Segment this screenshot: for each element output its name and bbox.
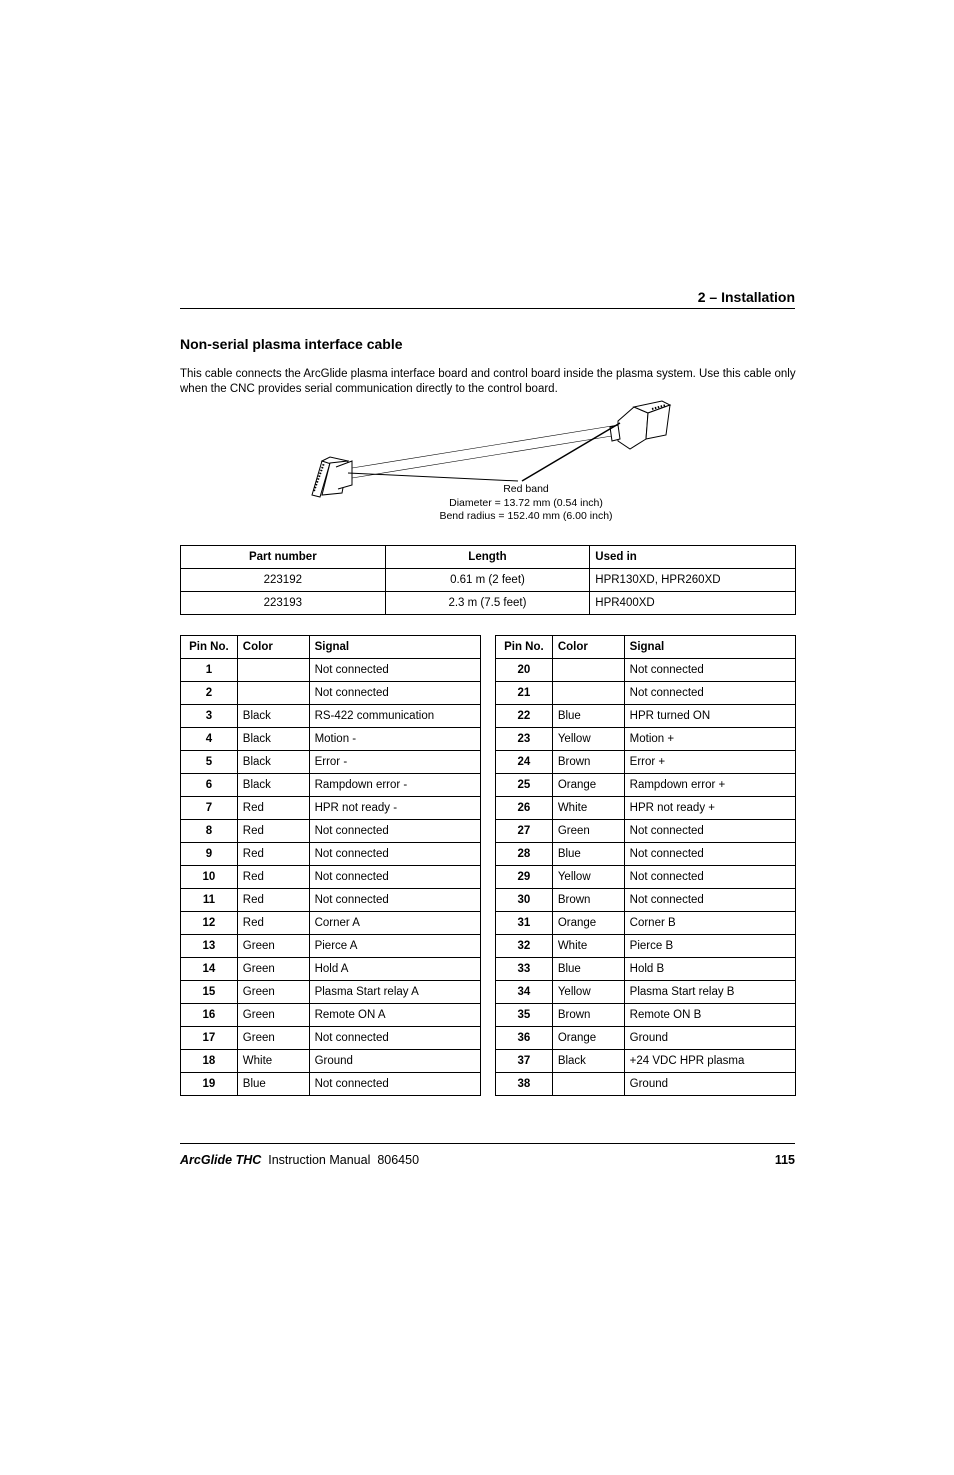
part-number-cell: 223193: [181, 592, 386, 615]
length-cell: 2.3 m (7.5 feet): [385, 592, 590, 615]
pin-number-cell: 21: [496, 682, 553, 705]
header-length: Length: [385, 546, 590, 569]
pin-number-cell: 35: [496, 1004, 553, 1027]
table-header-row: [181, 546, 796, 569]
signal-cell: Not connected: [309, 866, 480, 889]
signal-cell: Rampdown error +: [624, 774, 795, 797]
pin-number-cell: 25: [496, 774, 553, 797]
pin-number-cell: 15: [181, 981, 238, 1004]
color-cell: Yellow: [552, 981, 624, 1004]
color-cell: Blue: [237, 1073, 309, 1096]
footer-manual: Instruction Manual: [268, 1153, 371, 1167]
color-cell: Red: [237, 843, 309, 866]
color-cell: Yellow: [552, 866, 624, 889]
color-cell: [552, 659, 624, 682]
footer-brand: ArcGlide THC: [180, 1153, 262, 1167]
color-cell: Black: [237, 774, 309, 797]
signal-cell: Not connected: [309, 682, 480, 705]
length-cell: 0.61 m (2 feet): [385, 569, 590, 592]
pin-number-cell: 7: [181, 797, 238, 820]
pin-number-cell: 38: [496, 1073, 553, 1096]
header-signal: Signal: [309, 636, 480, 659]
signal-cell: HPR not ready -: [309, 797, 480, 820]
footer-rule: [180, 1143, 795, 1144]
color-cell: Orange: [552, 774, 624, 797]
color-cell: Brown: [552, 1004, 624, 1027]
pin-number-cell: 29: [496, 866, 553, 889]
pin-table-left: [180, 635, 481, 1096]
signal-cell: Not connected: [309, 1027, 480, 1050]
pin-number-cell: 19: [181, 1073, 238, 1096]
table-row: [496, 705, 796, 728]
color-cell: Black: [237, 728, 309, 751]
pin-number-cell: 2: [181, 682, 238, 705]
color-cell: Green: [237, 935, 309, 958]
table-header-row: [496, 636, 796, 659]
table-row: [496, 866, 796, 889]
signal-cell: Ground: [624, 1027, 795, 1050]
pin-number-cell: 4: [181, 728, 238, 751]
pin-number-cell: 34: [496, 981, 553, 1004]
signal-cell: Ground: [309, 1050, 480, 1073]
signal-cell: Pierce A: [309, 935, 480, 958]
signal-cell: Not connected: [624, 866, 795, 889]
table-row: [181, 1073, 481, 1096]
color-cell: Yellow: [552, 728, 624, 751]
table-row: [181, 1004, 481, 1027]
header-pin-no: Pin No.: [496, 636, 553, 659]
table-row: [181, 1027, 481, 1050]
table-row: [181, 843, 481, 866]
table-header-row: [181, 636, 481, 659]
pin-number-cell: 8: [181, 820, 238, 843]
header-color: Color: [552, 636, 624, 659]
intro-paragraph: This cable connects the ArcGlide plasma interface board and control board inside the plasma system. Use this cable only when the CNC provides serial communication directly to the control board.: [180, 368, 796, 395]
signal-cell: Not connected: [624, 682, 795, 705]
pin-number-cell: 3: [181, 705, 238, 728]
signal-cell: Not connected: [309, 1073, 480, 1096]
signal-cell: Corner B: [624, 912, 795, 935]
table-row: [181, 958, 481, 981]
table-row: [181, 912, 481, 935]
footer-doc-number: 806450: [377, 1153, 420, 1167]
header-pin-no: Pin No.: [181, 636, 238, 659]
table-row: [496, 1073, 796, 1096]
parts-table: [180, 545, 796, 615]
pin-number-cell: 13: [181, 935, 238, 958]
diagram-label-red-band: Red band: [503, 483, 549, 495]
pin-number-cell: 11: [181, 889, 238, 912]
signal-cell: Not connected: [309, 843, 480, 866]
table-row: [181, 682, 481, 705]
pin-number-cell: 36: [496, 1027, 553, 1050]
table-row: [496, 820, 796, 843]
signal-cell: Remote ON A: [309, 1004, 480, 1027]
table-row: [496, 1050, 796, 1073]
color-cell: [237, 659, 309, 682]
signal-cell: Motion +: [624, 728, 795, 751]
table-row: [496, 751, 796, 774]
diagram-label-bend-radius: Bend radius = 152.40 mm (6.00 inch): [439, 510, 613, 522]
color-cell: Red: [237, 820, 309, 843]
table-row: [181, 1050, 481, 1073]
color-cell: Black: [552, 1050, 624, 1073]
table-row: [181, 820, 481, 843]
table-row: [496, 843, 796, 866]
pin-number-cell: 32: [496, 935, 553, 958]
pin-number-cell: 31: [496, 912, 553, 935]
signal-cell: Not connected: [624, 843, 795, 866]
header-part-number: Part number: [181, 546, 386, 569]
color-cell: [552, 1073, 624, 1096]
header-used-in: Used in: [590, 546, 796, 569]
color-cell: [552, 682, 624, 705]
pin-number-cell: 14: [181, 958, 238, 981]
signal-cell: Hold A: [309, 958, 480, 981]
signal-cell: Plasma Start relay A: [309, 981, 480, 1004]
signal-cell: Error -: [309, 751, 480, 774]
color-cell: Orange: [552, 912, 624, 935]
pin-number-cell: 27: [496, 820, 553, 843]
pin-number-cell: 9: [181, 843, 238, 866]
pin-number-cell: 33: [496, 958, 553, 981]
pin-number-cell: 18: [181, 1050, 238, 1073]
color-cell: Blue: [552, 843, 624, 866]
table-row: [181, 659, 481, 682]
table-row: [496, 935, 796, 958]
pin-number-cell: 1: [181, 659, 238, 682]
pin-number-cell: 37: [496, 1050, 553, 1073]
table-row: [181, 728, 481, 751]
pin-number-cell: 5: [181, 751, 238, 774]
pin-number-cell: 10: [181, 866, 238, 889]
header-rule: [180, 308, 795, 309]
pin-number-cell: 23: [496, 728, 553, 751]
pin-number-cell: 6: [181, 774, 238, 797]
color-cell: Green: [237, 1027, 309, 1050]
table-row: [496, 1027, 796, 1050]
table-row: [496, 981, 796, 1004]
table-row: [496, 797, 796, 820]
pin-number-cell: 16: [181, 1004, 238, 1027]
table-row: [181, 935, 481, 958]
table-row: [496, 682, 796, 705]
used-in-cell: HPR400XD: [590, 592, 796, 615]
color-cell: White: [237, 1050, 309, 1073]
color-cell: White: [552, 797, 624, 820]
table-row: [496, 659, 796, 682]
signal-cell: Ground: [624, 1073, 795, 1096]
signal-cell: Not connected: [624, 889, 795, 912]
signal-cell: Not connected: [309, 659, 480, 682]
signal-cell: Hold B: [624, 958, 795, 981]
color-cell: Red: [237, 889, 309, 912]
pin-number-cell: 17: [181, 1027, 238, 1050]
signal-cell: Motion -: [309, 728, 480, 751]
color-cell: Blue: [552, 958, 624, 981]
table-row: [181, 705, 481, 728]
pin-number-cell: 20: [496, 659, 553, 682]
table-row: [181, 569, 796, 592]
color-cell: Green: [552, 820, 624, 843]
color-cell: Brown: [552, 889, 624, 912]
signal-cell: HPR not ready +: [624, 797, 795, 820]
signal-cell: RS-422 communication: [309, 705, 480, 728]
color-cell: White: [552, 935, 624, 958]
table-row: [496, 889, 796, 912]
chapter-heading: 2 – Installation: [697, 289, 795, 305]
color-cell: Brown: [552, 751, 624, 774]
color-cell: Red: [237, 797, 309, 820]
signal-cell: Not connected: [624, 659, 795, 682]
signal-cell: Error +: [624, 751, 795, 774]
table-row: [181, 797, 481, 820]
color-cell: Black: [237, 705, 309, 728]
color-cell: Red: [237, 866, 309, 889]
table-row: [181, 774, 481, 797]
color-cell: Green: [237, 1004, 309, 1027]
footer: [180, 1153, 419, 1167]
signal-cell: Not connected: [309, 820, 480, 843]
signal-cell: Plasma Start relay B: [624, 981, 795, 1004]
signal-cell: Not connected: [309, 889, 480, 912]
pin-number-cell: 30: [496, 889, 553, 912]
pin-number-cell: 22: [496, 705, 553, 728]
signal-cell: Corner A: [309, 912, 480, 935]
table-row: [181, 889, 481, 912]
color-cell: Green: [237, 958, 309, 981]
table-row: [496, 912, 796, 935]
table-row: [496, 774, 796, 797]
header-color: Color: [237, 636, 309, 659]
color-cell: Blue: [552, 705, 624, 728]
signal-cell: Rampdown error -: [309, 774, 480, 797]
signal-cell: Remote ON B: [624, 1004, 795, 1027]
header-signal: Signal: [624, 636, 795, 659]
table-row: [181, 592, 796, 615]
part-number-cell: 223192: [181, 569, 386, 592]
table-row: [496, 958, 796, 981]
pin-number-cell: 28: [496, 843, 553, 866]
pin-number-cell: 24: [496, 751, 553, 774]
used-in-cell: HPR130XD, HPR260XD: [590, 569, 796, 592]
table-row: [181, 751, 481, 774]
signal-cell: Not connected: [624, 820, 795, 843]
color-cell: Green: [237, 981, 309, 1004]
signal-cell: HPR turned ON: [624, 705, 795, 728]
signal-cell: Pierce B: [624, 935, 795, 958]
table-row: [496, 1004, 796, 1027]
section-title: Non-serial plasma interface cable: [180, 336, 403, 352]
color-cell: [237, 682, 309, 705]
pin-number-cell: 26: [496, 797, 553, 820]
color-cell: Orange: [552, 1027, 624, 1050]
table-row: [181, 981, 481, 1004]
color-cell: Red: [237, 912, 309, 935]
pin-table-right: [495, 635, 796, 1096]
pin-number-cell: 12: [181, 912, 238, 935]
signal-cell: +24 VDC HPR plasma: [624, 1050, 795, 1073]
table-row: [181, 866, 481, 889]
table-row: [496, 728, 796, 751]
diagram-label-diameter: Diameter = 13.72 mm (0.54 inch): [449, 497, 603, 509]
color-cell: Black: [237, 751, 309, 774]
page-number: 115: [774, 1153, 795, 1167]
